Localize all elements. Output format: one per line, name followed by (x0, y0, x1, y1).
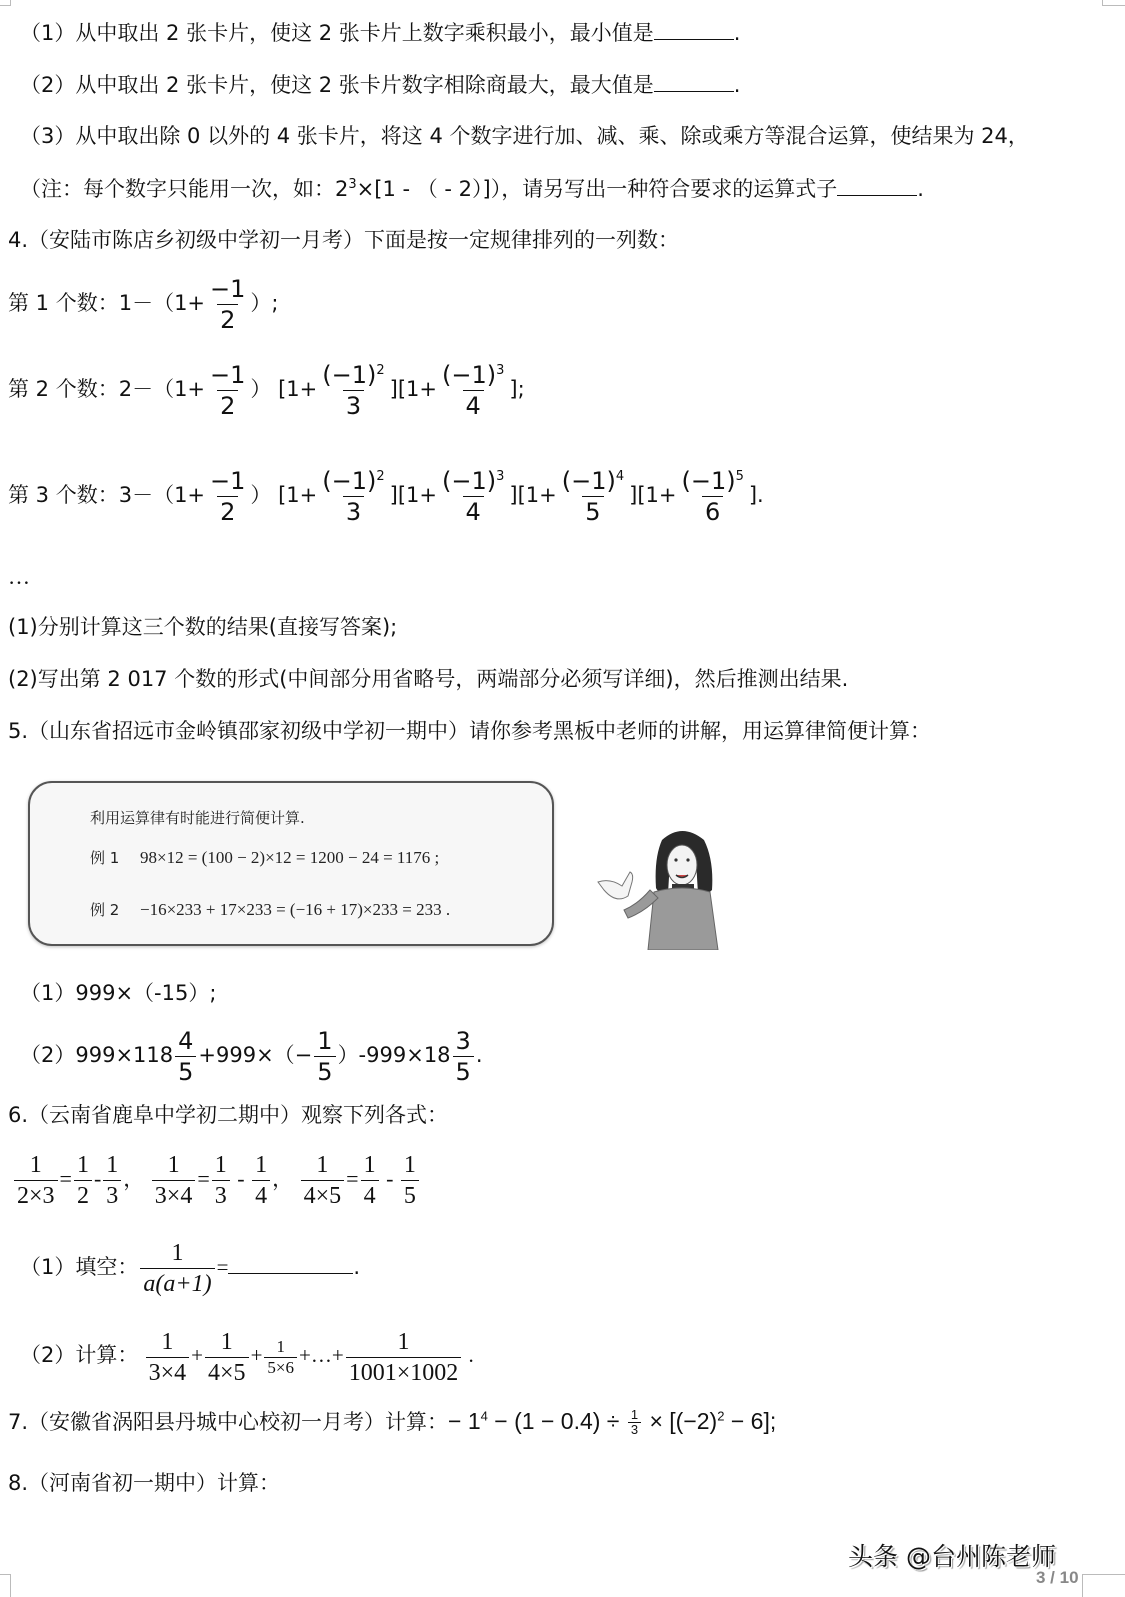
q6-examples: $\frac{1}{2\times 3}$ = $\frac{1}{2}$ - $\frac{1}{3}$ ， $\frac{1}{3\times 4}$ = $\frac{1}{3}$ - $\frac{1}{4}$ ， $\frac{1}{4\times 5}$ = $\frac{1}{4}$ - $\frac{1}{5}$ (12, 1148, 421, 1211)
board-example-2: 例 2 −16×233 + 17×233 = (−16 + 17)×233 = 233 . (90, 900, 451, 919)
fraction: $\frac{-1}{2}$ (210, 274, 246, 334)
fraction: $\frac{-1}{2}$ (210, 360, 246, 420)
fraction: $\frac{(-1)^5}{6}$ (681, 466, 744, 526)
fraction: $\frac{(-1)^3}{4}$ (442, 360, 505, 420)
fraction: $\frac{1}{2\times 3}$ (14, 1150, 58, 1211)
q3-note: （注：每个数字只能用一次，如：$2^3\times[1$ - （ - 2）]），请另写出一种符合要求的运算式子 . (20, 173, 924, 204)
q3-part-1: （1）从中取出 2 张卡片，使这 2 张卡片上数字乘积最小，最小值是 . (20, 17, 740, 48)
fraction: $\frac{(-1)^2}{3}$ (322, 360, 385, 420)
fraction: $\frac{(-1)^3}{4}$ (442, 466, 505, 526)
board-example-1: 例 1 98×12 = (100 − 2)×12 = 1200 − 24 = 1176 ; (90, 848, 440, 867)
fraction: $\frac{1}{3\times 4}$ (146, 1327, 190, 1388)
page-corner-mark-bottom-left (0, 1574, 11, 1597)
watermark: 头条 @台州陈老师 (848, 1542, 1056, 1571)
answer-blank[interactable] (228, 1251, 353, 1274)
q7: 7.（安徽省涡阳县丹城中心校初一月考）计算：− $1^4 - (1 - 0.4)$ ÷ $\frac{1}{3}$ × $[(-2)^2 - 6]$; (8, 1407, 777, 1438)
fraction: $\frac{1}{a(a+1)}$ (140, 1238, 214, 1299)
answer-blank[interactable] (654, 17, 734, 40)
fraction: $\frac{1}{4\times 5}$ (301, 1150, 345, 1211)
fraction: $\frac{1}{4\times 5}$ (205, 1327, 249, 1388)
fraction: $\frac{3}{5}$ (453, 1026, 474, 1087)
answer-blank[interactable] (837, 173, 917, 196)
fraction: $\frac{1}{3\times 4}$ (152, 1150, 196, 1211)
board-heading: 利用运算律有时能进行简便计算. (90, 809, 305, 827)
fraction: $\frac{1}{1001\times 1002}$ (346, 1327, 462, 1388)
q8-title: 8.（河南省初一期中）计算： (8, 1471, 281, 1495)
fraction: $\frac{-1}{2}$ (210, 466, 246, 526)
fraction: $\frac{(-1)^2}{3}$ (322, 466, 385, 526)
fraction: $\frac{(-1)^4}{5}$ (561, 466, 625, 526)
q5-title: 5.（山东省招远市金岭镇邵家初级中学初一期中）请你参考黑板中老师的讲解，用运算律简便计算： (8, 719, 932, 743)
fraction: $\frac{1}{5\times 6}$ (264, 1337, 297, 1378)
blackboard-example-box (28, 781, 554, 946)
q4-title: 4.（安陆市陈店乡初级中学初一月考）下面是按一定规律排列的一列数： (8, 228, 680, 252)
q6-sub-2: （2）计算： $\frac{1}{3\times 4}$ + $\frac{1}{4\times 5}$ + $\frac{1}{5\times 6}$ +…+ $\frac{1}{1001\times 1002}$ . (20, 1328, 474, 1386)
q4-sub-2: (2)写出第 2 017 个数的形式(中间部分用省略号，两端部分必须写详细)，然后推测出结果. (8, 667, 849, 691)
fraction: $\frac{4}{5}$ (175, 1026, 196, 1087)
teacher-illustration (592, 820, 732, 950)
q4-number-3: 第 3 个数：3－（1+ $\frac{-1}{2}$ ） [1+ $\frac{(-1)^2}{3}$ ][1+ $\frac{(-1)^3}{4}$ ][1+ $\frac{(-1)^4}{5}$ ][1+ $\frac{(-1)^5}{6}$ ]. (8, 466, 764, 526)
q4-sub-1: (1)分别计算这三个数的结果(直接写答案); (8, 615, 398, 639)
fraction: $\frac{1}{5}$ (314, 1026, 335, 1087)
q3-part-3: （3）从中取出除 0 以外的 4 张卡片，将这 4 个数字进行加、减、乘、除或乘方等混合运算，使结果为 24， (20, 124, 1029, 148)
q6-title: 6.（云南省鹿阜中学初二期中）观察下列各式： (8, 1103, 449, 1127)
page-corner-mark-top-left (0, 0, 11, 6)
q4-number-2: 第 2 个数：2－（1+ $\frac{-1}{2}$ ） [1+ $\frac{(-1)^2}{3}$ ][1+ $\frac{(-1)^3}{4}$ ]; (8, 360, 525, 420)
page-corner-mark-top-right (1102, 0, 1125, 6)
q4-ellipsis: … (8, 564, 30, 589)
q3-part-2: （2）从中取出 2 张卡片，使这 2 张卡片数字相除商最大，最大值是 . (20, 69, 740, 100)
page-indicator: 3 / 10 (1036, 1568, 1079, 1587)
q5-sub-1: （1）999×（-15）; (20, 981, 217, 1005)
answer-blank[interactable] (654, 69, 734, 92)
q5-sub-2: （2）999×118 $\frac{4}{5}$ +999×（− $\frac{1}{5}$ ）-999×18 $\frac{3}{5}$ . (20, 1026, 483, 1086)
q6-sub-1: （1）填空： $\frac{1}{a(a+1)}$ = . (20, 1239, 361, 1297)
q4-number-1: 第 1 个数：1－（1+ $\frac{-1}{2}$ ）; (8, 274, 279, 334)
fraction: $\frac{1}{3}$ (628, 1408, 641, 1437)
page-corner-mark-bottom-right (1082, 1574, 1125, 1597)
